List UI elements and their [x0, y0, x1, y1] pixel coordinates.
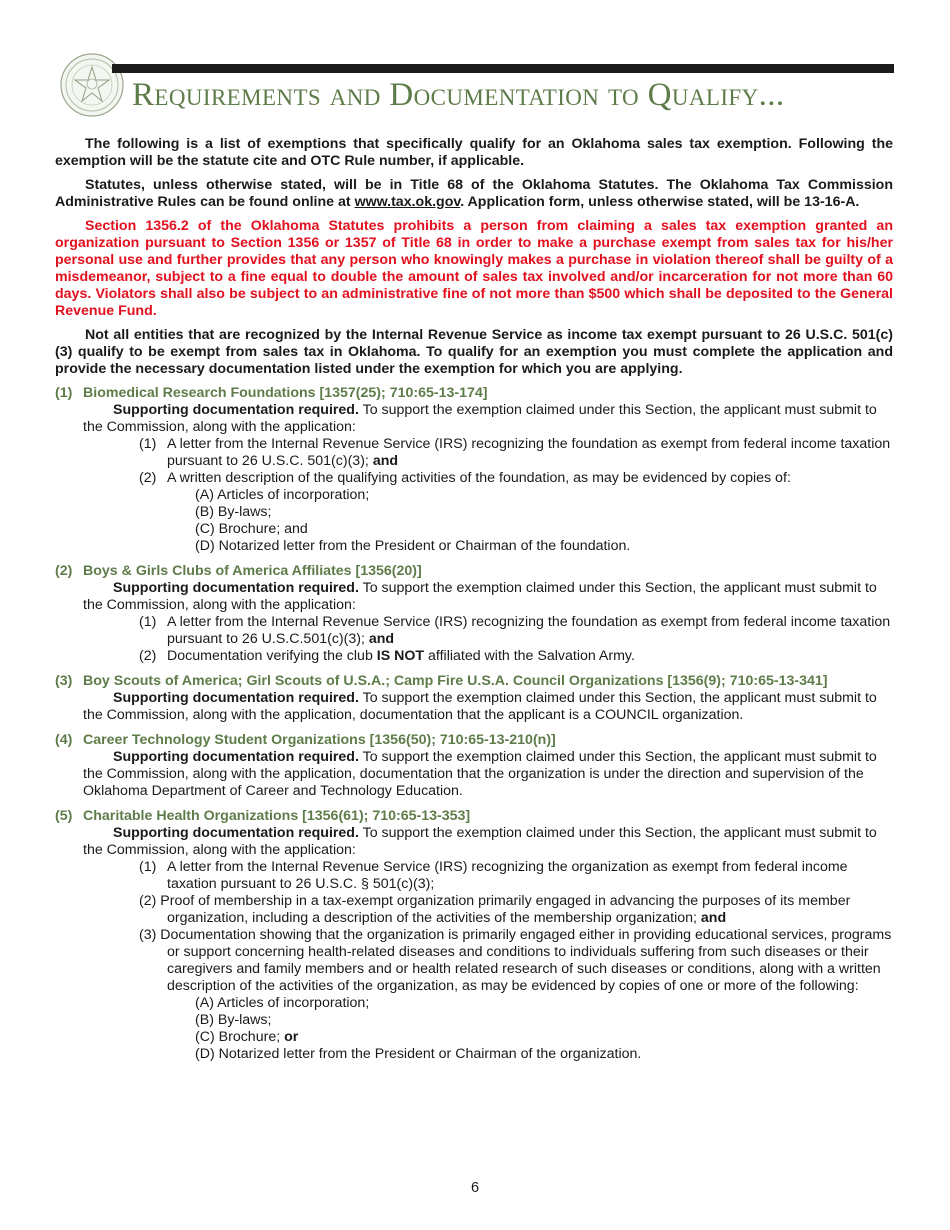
requirement-text — [83, 402, 893, 436]
list-text: A letter from the Internal Revenue Service (IRS) recognizing the foundation as exempt from federal income taxation pursuant to 26 U.S.C. 501(c)(3); — [167, 436, 891, 469]
section-heading — [55, 808, 893, 825]
section-title: Boy Scouts of America; Girl Scouts of U.S.A.; Camp Fire U.S.A. Council Organizations [1356(9); 710:65-13-341] — [83, 673, 828, 689]
section-number: (5) — [55, 808, 73, 824]
list-text: A letter from the Internal Revenue Service (IRS) recognizing the foundation as exempt from federal income taxation pursuant to 26 U.S.C.501(c)(3); — [167, 614, 891, 647]
main-content — [55, 136, 893, 1063]
section-heading — [55, 673, 893, 690]
sub-list-item: (B) By-laws; — [195, 1012, 272, 1028]
sub-list-item: (D) Notarized letter from the President or Chairman of the organization. — [195, 1046, 642, 1062]
section-title: Boys & Girls Clubs of America Affiliates [1356(20)] — [83, 563, 422, 579]
intro-paragraph-2-tail: . Application form, unless otherwise stated, will be 13-16-A. — [460, 194, 860, 210]
section-number: (1) — [55, 385, 73, 401]
requirement-text — [83, 825, 893, 859]
list-number: (2) — [139, 470, 157, 486]
intro-paragraph-2 — [55, 177, 893, 211]
requirement-label: Supporting documentation required. — [113, 580, 359, 596]
requirement-label: Supporting documentation required. — [113, 749, 359, 765]
sub-list-item: (D) Notarized letter from the President or Chairman of the foundation. — [195, 538, 631, 554]
list-number: (1) — [139, 436, 157, 452]
section-title: Biomedical Research Foundations [1357(25); 710:65-13-174] — [83, 385, 488, 401]
sub-list-item: (B) By-laws; — [195, 504, 272, 520]
list-number: (2) — [139, 648, 157, 664]
list-item — [139, 893, 893, 927]
list-number: (1) — [139, 614, 157, 630]
list-conjunction: and — [368, 631, 395, 647]
list-text-tail: affiliated with the Salvation Army. — [424, 648, 635, 664]
section-number: (3) — [55, 673, 73, 689]
sub-list-item: (A) Articles of incorporation; — [195, 995, 370, 1011]
list-conjunction: or — [284, 1029, 299, 1045]
section-charitable-health — [55, 808, 893, 1063]
intro-paragraph-1: The following is a list of exemptions that specifically qualify for an Oklahoma sales tax exemption. Following the exemption will be the statute cite and OTC Rule number, if applicable. — [55, 136, 893, 169]
sub-list-item — [195, 1029, 893, 1046]
list-text: A written description of the qualifying activities of the foundation, as may be evidenced by copies of: — [167, 470, 791, 486]
section-scouts — [55, 673, 893, 724]
header-bar — [112, 64, 894, 73]
list-item — [139, 470, 893, 487]
section-number: (2) — [55, 563, 73, 579]
section-title: Charitable Health Organizations [1356(61); 710:65-13-353] — [83, 808, 471, 824]
list-emphasis: IS NOT — [376, 648, 425, 664]
section-heading — [55, 563, 893, 580]
page-number: 6 — [470, 1180, 480, 1196]
section-career-technology — [55, 732, 893, 800]
intro-paragraph-4: Not all entities that are recognized by the Internal Revenue Service as income tax exempt pursuant to 26 U.S.C. 501(c)(3) qualify to be exempt from sales tax in Oklahoma. To qualify for an exemption you must complete the application and provide the necessary documentation listed under the exemption for which you are applying. — [55, 327, 893, 377]
list-item — [139, 436, 893, 470]
list-number: (1) — [139, 859, 157, 875]
requirement-body: To support the exemption claimed under this Section, the applicant must submit to the Commission, along with the application, documentation that the applicant is a COUNCIL organization. — [83, 690, 877, 723]
requirement-label: Supporting documentation required. — [113, 690, 359, 706]
list-text: (2) Proof of membership in a tax-exempt organization primarily engaged in advancing the purposes of its member organization, including a description of the activities of the membership organization; — [139, 893, 851, 926]
requirement-text — [83, 749, 893, 800]
tax-website-link[interactable]: www.tax.ok.gov — [354, 194, 461, 210]
sub-list-item: (A) Articles of incorporation; — [195, 487, 370, 503]
oklahoma-seal-icon — [60, 53, 124, 117]
penalty-warning: Section 1356.2 of the Oklahoma Statutes prohibits a person from claiming a sales tax exemption granted an organization pursuant to Section 1356 or 1357 of Title 68 in order to make a purchase exempt from sales tax for his/her personal use and further provides that any person who knowingly makes a purchase in violation thereof shall be guilty of a misdemeanor, subject to a fine equal to double the amount of sales tax involved and/or incarceration for not more than 60 days. Violators shall also be subject to an administrative fine of not more than $500 which shall be deposited to the General Revenue Fund. — [55, 218, 893, 319]
sub-list-text: (C) Brochure; — [195, 1029, 285, 1045]
section-heading — [55, 385, 893, 402]
list-item: (3) Documentation showing that the organization is primarily engaged either in providing educational services, programs or support concerning health-related diseases and conditions to individuals suffering from such diseases or their caregivers and family members and or health related research of such diseases or conditions, along with a written description of the activities of the organization, as may be evidenced by copies of one or more of the following: — [139, 927, 892, 994]
intro-paragraph-2-text: Statutes, unless otherwise stated, will be in Title 68 of the Oklahoma Statutes. The Oklahoma Tax Commission Administrative Rules can be found online at — [55, 177, 893, 210]
list-conjunction: and — [372, 453, 399, 469]
list-text: A letter from the Internal Revenue Service (IRS) recognizing the organization as exempt from federal income taxation pursuant to 26 U.S.C. § 501(c)(3); — [167, 859, 848, 892]
requirement-body: To support the exemption claimed under this Section, the applicant must submit to the Commission, along with the application: — [83, 825, 877, 858]
requirement-body: To support the exemption claimed under this Section, the applicant must submit to the Commission, along with the application: — [83, 580, 877, 613]
page-title: Requirements and Documentation to Qualify... — [132, 77, 785, 113]
section-heading — [55, 732, 893, 749]
requirement-text — [83, 580, 893, 614]
section-biomedical — [55, 385, 893, 555]
requirement-label: Supporting documentation required. — [113, 402, 359, 418]
list-item — [139, 859, 893, 893]
requirement-text — [83, 690, 893, 724]
requirement-body: To support the exemption claimed under this Section, the applicant must submit to the Commission, along with the application, documentation that the organization is under the direction and supervision of the Oklahoma Department of Career and Technology Education. — [83, 749, 877, 799]
list-item — [139, 614, 893, 648]
section-boys-girls-clubs — [55, 563, 893, 665]
section-number: (4) — [55, 732, 73, 748]
requirement-label: Supporting documentation required. — [113, 825, 359, 841]
sub-list-item: (C) Brochure; and — [195, 521, 308, 537]
list-conjunction: and — [700, 910, 727, 926]
list-item — [139, 648, 893, 665]
requirement-body: To support the exemption claimed under this Section, the applicant must submit to the Commission, along with the application: — [83, 402, 877, 435]
list-text: Documentation verifying the club — [167, 648, 377, 664]
section-title: Career Technology Student Organizations [1356(50); 710:65-13-210(n)] — [83, 732, 556, 748]
